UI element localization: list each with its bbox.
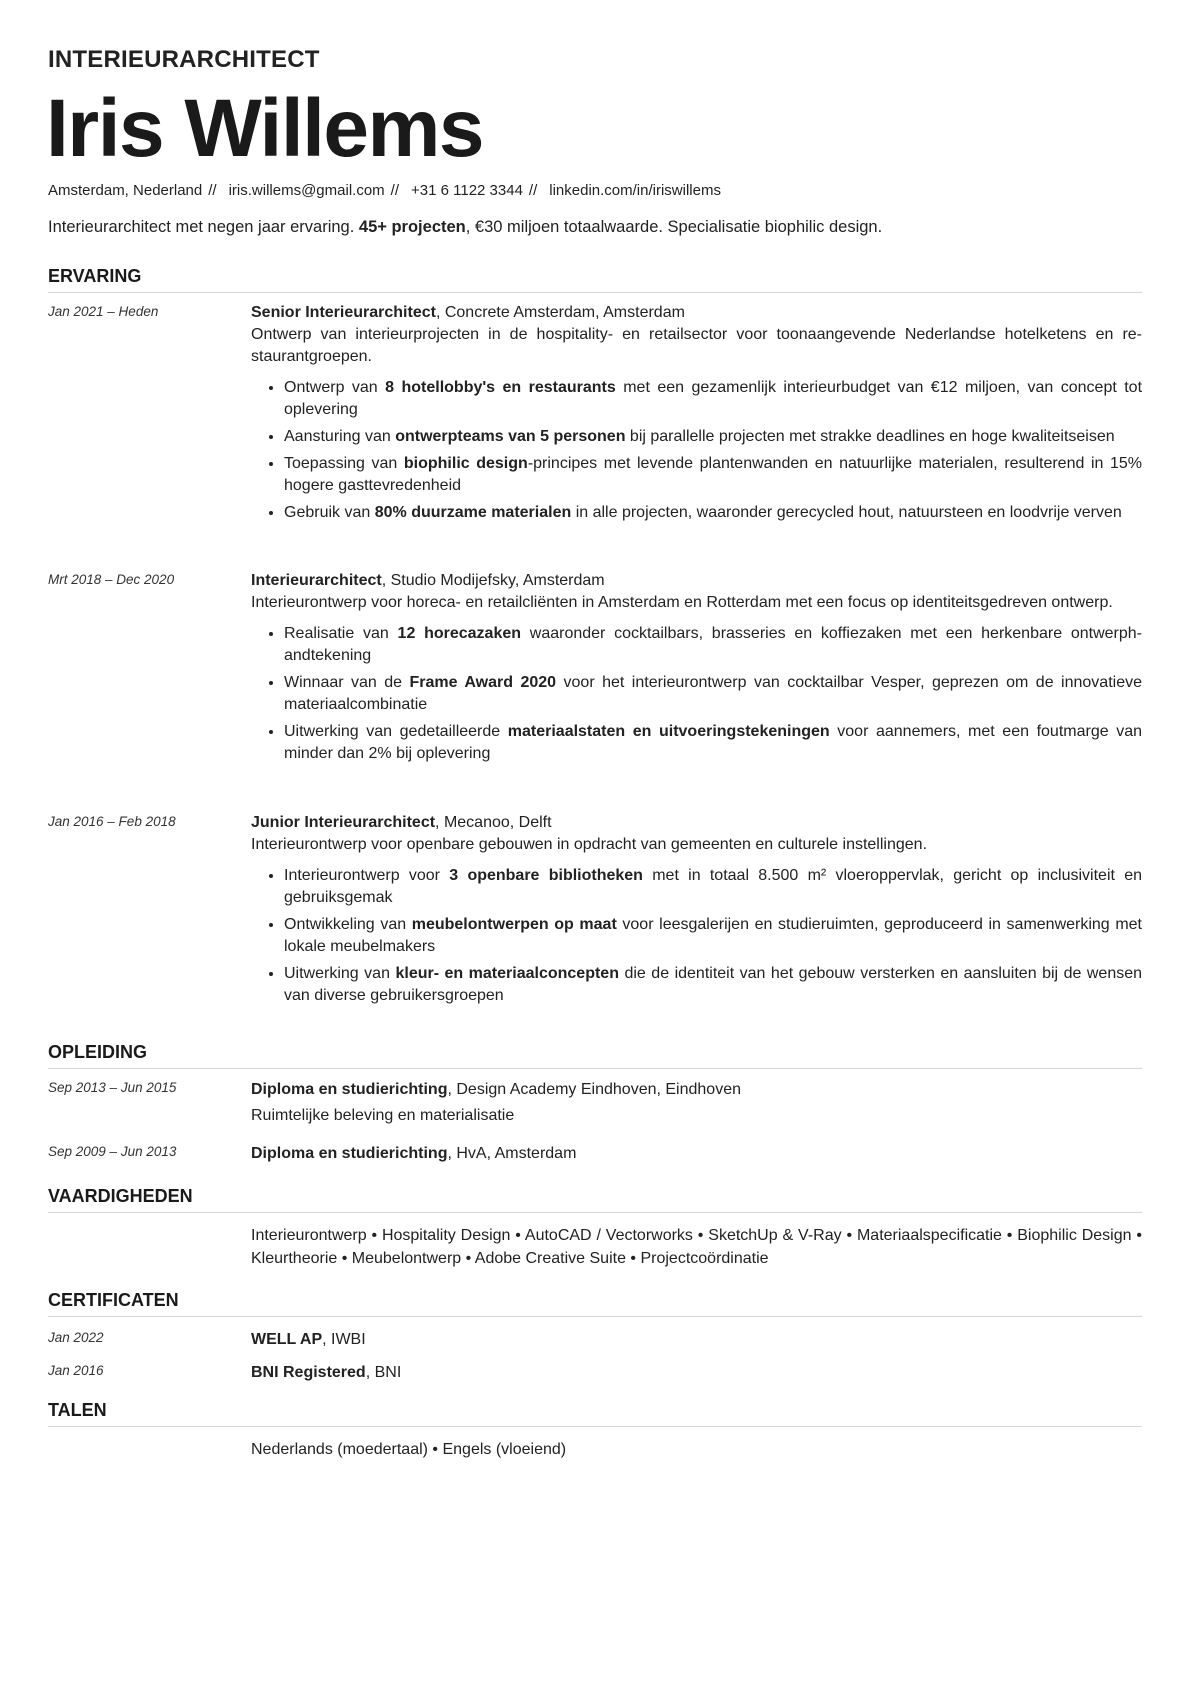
certificate-issuer: , IWBI bbox=[322, 1331, 366, 1348]
experience-role: Interieurarchitect bbox=[251, 572, 382, 589]
section-divider bbox=[48, 1068, 1142, 1069]
certificate-name: BNI Registered bbox=[251, 1364, 366, 1381]
experience-date: Mrt 2018 – Dec 2020 bbox=[48, 572, 175, 587]
education-entry bbox=[251, 1143, 1142, 1165]
contact-line bbox=[48, 182, 721, 199]
contact-separator: // bbox=[208, 182, 217, 199]
education-heading bbox=[251, 1079, 1142, 1101]
experience-entry bbox=[251, 812, 1142, 1011]
experience-company: , Studio Modijefsky, Amsterdam bbox=[381, 572, 605, 589]
education-title: Diploma en studierichting bbox=[251, 1145, 448, 1162]
experience-bullets bbox=[251, 376, 1142, 524]
contact-phone: +31 6 1122 3344 bbox=[411, 182, 523, 199]
experience-role: Junior Interieurarchitect bbox=[251, 814, 436, 831]
experience-heading bbox=[251, 302, 1142, 324]
experience-description: Ontwerp van interieurprojecten in de hospitality- en retailsector voor toonaangevende Nederlandse hotelketens en restaurantgroepen. bbox=[251, 326, 1142, 365]
education-date: Sep 2009 – Jun 2013 bbox=[48, 1144, 177, 1159]
experience-bullets bbox=[251, 622, 1142, 765]
section-divider bbox=[48, 1426, 1142, 1427]
list-item: • Aansturing van ontwerpteams van 5 personen bij parallelle projecten met strakke deadlines en hoge kwaliteitseisen bbox=[284, 425, 1142, 448]
education-entry bbox=[251, 1079, 1142, 1127]
contact-location: Amsterdam, Nederland bbox=[48, 182, 203, 199]
summary: Interieurarchitect met negen jaar ervaring. 45+ projecten, €30 miljoen totaalwaarde. Specialisatie biophilic design. bbox=[48, 218, 883, 236]
education-school: , Design Academy Eindhoven, Eindhoven bbox=[447, 1081, 741, 1098]
list-item: • Winnaar van de Frame Award 2020 voor het interieurontwerp van cocktailbar Vesper, geprezen om de innovatieve materiaalcombinatie bbox=[284, 671, 1142, 716]
list-item: • Toepassing van biophilic design-principes met levende plantenwanden en natuurlijke materialen, resulterend in 15% hogere gasttevredenheid bbox=[284, 452, 1142, 497]
section-title-education: OPLEIDING bbox=[48, 1042, 148, 1062]
experience-date: Jan 2016 – Feb 2018 bbox=[48, 814, 176, 829]
experience-date: Jan 2021 – Heden bbox=[48, 304, 159, 319]
certificate-entry bbox=[251, 1362, 1142, 1384]
contact-separator: // bbox=[390, 182, 399, 199]
education-title: Diploma en studierichting bbox=[251, 1081, 448, 1098]
experience-bullets bbox=[251, 864, 1142, 1007]
education-date: Sep 2013 – Jun 2015 bbox=[48, 1080, 177, 1095]
list-item: • Gebruik van 80% duurzame materialen in alle projecten, waaronder gerecycled hout, natuursteen en loodvrije verven bbox=[284, 501, 1142, 524]
section-title-languages: TALEN bbox=[48, 1400, 107, 1420]
languages-list: Nederlands (moedertaal) • Engels (vloeiend) bbox=[251, 1441, 567, 1458]
list-item: • Ontwikkeling van meubelontwerpen op maat voor leesgalerijen en studieruimten, geproduceerd in samenwerking met lokale meubelmakers bbox=[284, 913, 1142, 958]
certificate-name: WELL AP bbox=[251, 1331, 323, 1348]
experience-company: , Concrete Amsterdam, Amsterdam bbox=[435, 304, 685, 321]
section-divider bbox=[48, 292, 1142, 293]
contact-separator: // bbox=[528, 182, 538, 199]
list-item: • Uitwerking van gedetailleerde materiaalstaten en uitvoeringstekeningen voor aannemers, met een foutmarge van minder dan 2% bij oplevering bbox=[284, 720, 1142, 765]
list-item: • Interieurontwerp voor 3 openbare bibliotheken met in totaal 8.500 m² vloeroppervlak, gericht op inclusiviteit en gebruiksgemak bbox=[284, 864, 1142, 909]
experience-entry bbox=[251, 570, 1142, 769]
experience-description: Interieurontwerp voor openbare gebouwen in opdracht van gemeenten en culturele instellingen. bbox=[251, 836, 928, 853]
contact-linkedin: linkedin.com/in/iriswillems bbox=[549, 182, 721, 199]
job-title: INTERIEURARCHITECT bbox=[48, 46, 320, 73]
education-detail: Ruimtelijke beleving en materialisatie bbox=[251, 1107, 515, 1124]
experience-heading bbox=[251, 570, 1142, 592]
education-school: , HvA, Amsterdam bbox=[447, 1145, 577, 1162]
experience-role: Senior Interieurarchitect bbox=[251, 304, 436, 321]
education-heading bbox=[251, 1143, 1142, 1165]
list-item: • Uitwerking van kleur- en materiaalconcepten die de identiteit van het gebouw versterken en aansluiten bij de wensen van diverse gebruikersgroepen bbox=[284, 962, 1142, 1007]
list-item: • Ontwerp van 8 hotellobby's en restaurants met een gezamenlijk interieurbudget van €12 miljoen, van concept tot oplevering bbox=[284, 376, 1142, 421]
certificate-date: Jan 2016 bbox=[48, 1363, 104, 1378]
section-title-certificates: CERTIFICATEN bbox=[48, 1290, 179, 1310]
certificate-issuer: , BNI bbox=[365, 1364, 402, 1381]
certificate-entry bbox=[251, 1329, 1142, 1351]
candidate-name: Iris Willems bbox=[46, 83, 484, 174]
experience-entry bbox=[251, 302, 1142, 528]
section-divider bbox=[48, 1212, 1142, 1213]
list-item: • Realisatie van 12 horecazaken waaronder cocktailbars, brasseries en koffiezaken met een herkenbare ontwerphandtekening bbox=[284, 622, 1142, 667]
section-title-experience: ERVARING bbox=[48, 266, 142, 286]
section-title-skills: VAARDIGHEDEN bbox=[48, 1186, 193, 1206]
skills-list: Interieurontwerp • Hospitality Design • AutoCAD / Vectorworks • SketchUp & V-Ray • Materiaalspecificatie • Biophilic Design • Kleurtheorie • Meubelontwerp • Adobe Creative Suite • Projectcoördinatie bbox=[251, 1227, 1142, 1267]
section-divider bbox=[48, 1316, 1142, 1317]
experience-description: Interieurontwerp voor horeca- en retailcliënten in Amsterdam en Rotterdam met een focus op identiteitsgedreven ontwerp. bbox=[251, 594, 1113, 611]
experience-heading bbox=[251, 812, 1142, 834]
certificate-date: Jan 2022 bbox=[48, 1330, 104, 1345]
contact-email: iris.willems@gmail.com bbox=[228, 182, 385, 199]
experience-company: , Mecanoo, Delft bbox=[435, 814, 552, 831]
